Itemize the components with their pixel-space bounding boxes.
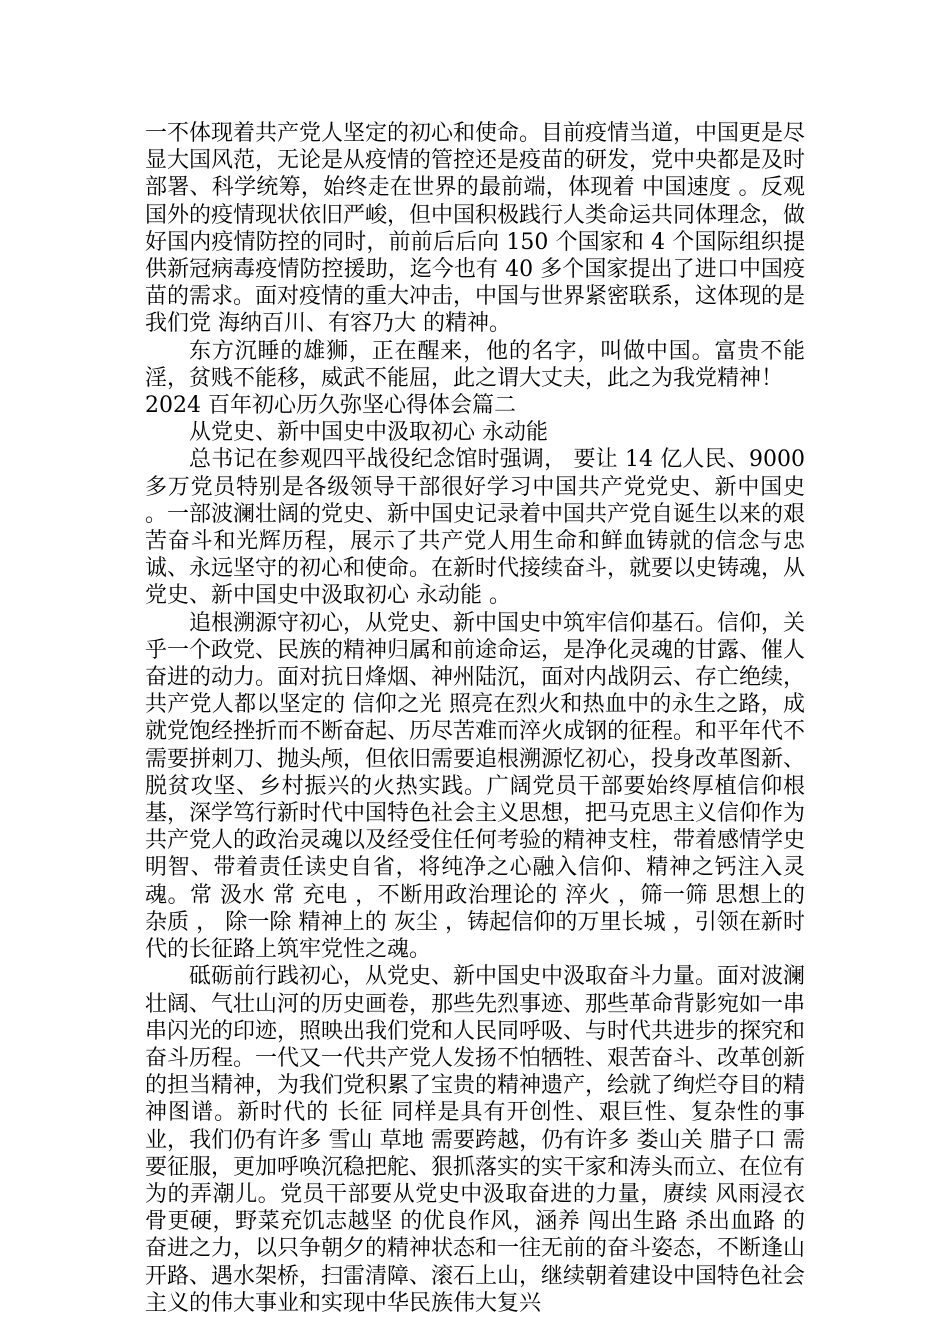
section-title: 2024 百年初心历久弥坚心得体会篇二 <box>145 393 516 419</box>
paragraph-epidemic: 一不体现着共产党人坚定的初心和使命。目前疫情当道，中国更是尽显大国风范，无论是从疫情的管控还是疫苗的研发，党中央都是及时部署、科学统筹，始终走在世界的最前端，体现着 中国速度 。反观国外的疫情现状依旧严峻，但中国积极践行人类命运共同体理念，做好国内疫情防控的同时，前前后后向 150 个国家和 4 个国际组织提供新冠病毒疫情防控援助，迄今也有 40 多个国家提出了进口中国疫苗的需求。面对疫情的重大冲击，中国与世界紧密联系，这体现的是我们党 海纳百川、有容乃大 的精神。 <box>145 121 806 337</box>
paragraph-party-history: 总书记在参观四平战役纪念馆时强调， 要让 14 亿人民、9000 多万党员特别是各级领导干部很好学习中国共产党党史、新中国史 。一部波澜壮阔的党史、新中国史记录着中国共产党自诞生以来的艰苦奋斗和光辉历程，展示了共产党人用生命和鲜血铸就的信念与忠诚、永远坚守的初心和使命。在新时代接续奋斗，就要以史铸魂，从党史、新中国史中汲取初心 永动能 。 <box>145 447 806 609</box>
paragraph-faith: 追根溯源守初心，从党史、新中国史中筑牢信仰基石。信仰，关乎一个政党、民族的精神归属和前途命运，是净化灵魂的甘露、催人奋进的动力。面对抗日烽烟、神州陆沉，面对内战阴云、存亡绝续，共产党人都以坚定的 信仰之光 照亮在烈火和热血中的永生之路，成就党饱经挫折而不断奋起、历尽苦难而淬火成钢的征程。和平年代不需要拼刺刀、抛头颅，但依旧需要追根溯源忆初心，投身改革图新、脱贫攻坚、乡村振兴的火热实践。广阔党员干部要始终厚植信仰根基，深学笃行新时代中国特色社会主义思想，把马克思主义信仰作为共产党人的政治灵魂以及经受住任何考验的精神支柱，带着感情学史明智、带着责任读史自省，将纯净之心融入信仰、精神之钙注入灵魂。常 汲水 常 充电 ，不断用政治理论的 淬火 ，筛一筛 思想上的 杂质 ， 除一除 精神上的 灰尘 ，铸起信仰的万里长城 ，引领在新时代的长征路上筑牢党性之魂。 <box>145 610 806 963</box>
document-page <box>145 120 805 1317</box>
section-subtitle: 从党史、新中国史中汲取初心 永动能 <box>189 420 548 446</box>
paragraph-struggle: 砥砺前行践初心，从党史、新中国史中汲取奋斗力量。面对波澜壮阔、气壮山河的历史画卷，那些先烈事迹、那些革命背影宛如一串串闪光的印迹，照映出我们党和人民同呼吸、与时代共进步的探究和奋斗历程。一代又一代共产党人发扬不怕牺牲、艰苦奋斗、改革创新的担当精神，为我们党积累了宝贵的精神遗产，绘就了绚烂夺目的精神图谱。新时代的 长征 同样是具有开创性、艰巨性、复杂性的事业，我们仍有许多 雪山 草地 需要跨越，仍有许多 娄山关 腊子口 需要征服，更加呼唤沉稳把舵、狠抓落实的实干家和涛头而立、在位有为的弄潮儿。党员干部要从党史中汲取奋进的力量，赓续 风雨浸衣骨更硬，野菜充饥志越坚 的优良作风，涵养 闯出生路 杀出血路 的奋进之力，以只争朝夕的精神状态和一往无前的奋斗姿态，不断逢山开路、遇水架桥，扫雷清障、滚石上山，继续朝着建设中国特色社会主义的伟大事业和实现中华民族伟大复兴 <box>145 964 806 1316</box>
paragraph-lion: 东方沉睡的雄狮，正在醒来，他的名字，叫做中国。富贵不能淫，贫贱不能移，威武不能屈，此之谓大丈夫，此之为我党精神！ <box>145 338 805 391</box>
